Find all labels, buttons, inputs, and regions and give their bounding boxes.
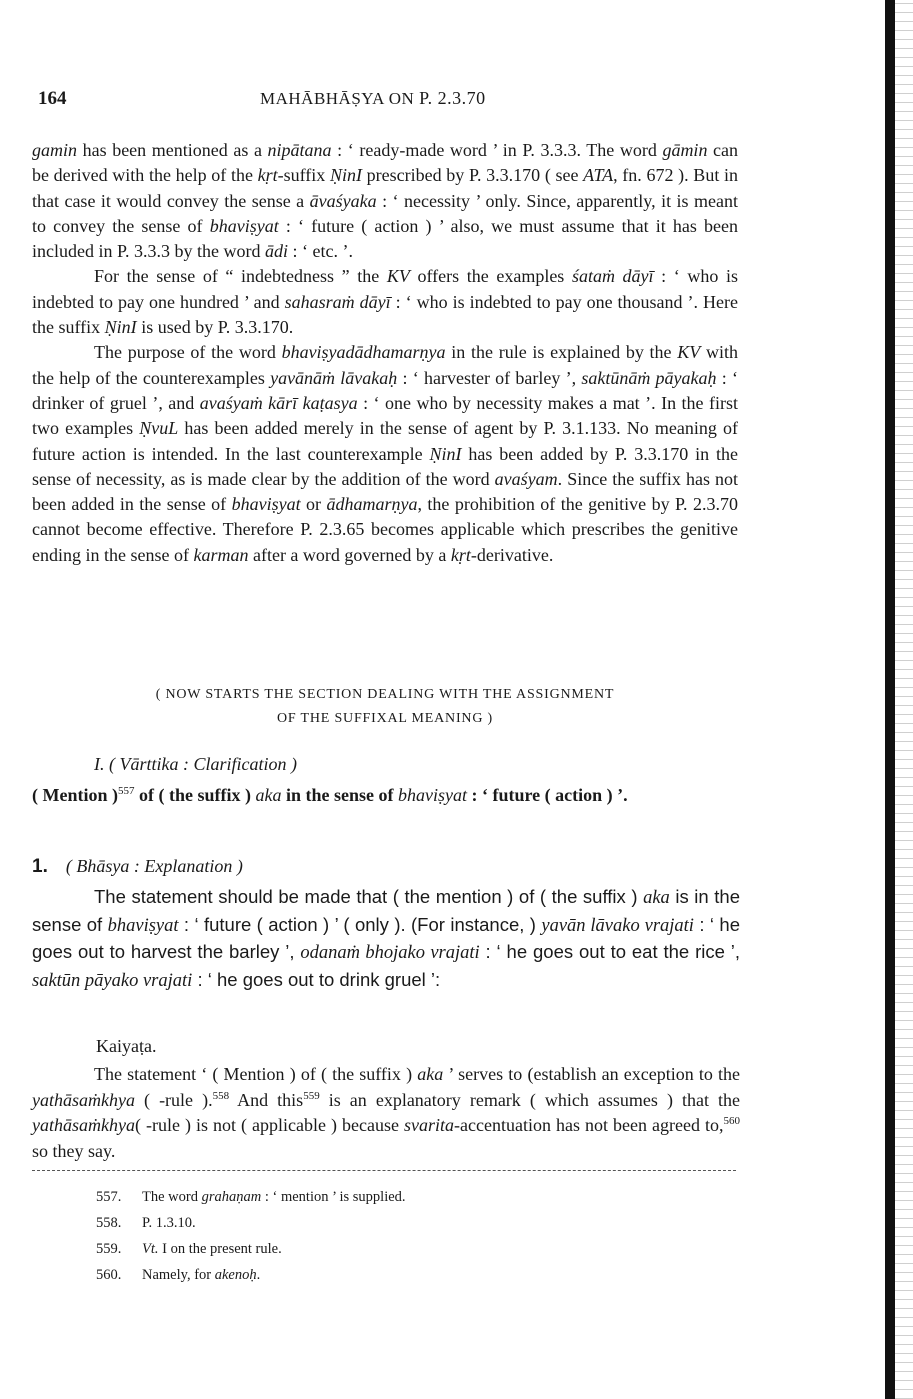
text: so they say.	[32, 1140, 116, 1161]
term: svarita	[404, 1115, 455, 1135]
binding-edge	[885, 0, 895, 1399]
term: ṆvuL	[139, 418, 179, 439]
text: : ‘ future ( action ) ’ ( only ). (For instance, )	[178, 913, 542, 935]
term: ṆinI	[429, 443, 462, 464]
text: , the prohibition of the genitive by P. 2.3.70 cannot become effective. Therefore P. 2.3.65 becomes applicable which prescribes the genitive ending in the sense of	[32, 494, 738, 565]
text: P. 1.3.10.	[142, 1215, 196, 1231]
term: bhaviṣyat	[231, 494, 301, 515]
text: has been added merely in the sense of agent by P. 3.1.133. No meaning of future action is intended. In the last counterexample	[32, 418, 738, 464]
term: bhaviṣyat	[397, 785, 467, 805]
text: : ‘ who is indebted to pay one thousand ’. Here the suffix	[32, 291, 739, 338]
varttika-text	[32, 782, 738, 808]
term: akenoḥ	[214, 1267, 257, 1283]
text: is an explanatory remark ( which assumes ) that the	[319, 1089, 741, 1110]
term: ṆinI	[104, 317, 137, 338]
term: aka	[255, 785, 282, 805]
section-heading-line-2: OF THE SUFFIXAL MEANING )	[276, 711, 493, 726]
term: gāmin	[662, 140, 708, 160]
term: bhaviṣyat	[209, 215, 279, 236]
text: or	[300, 494, 327, 515]
text: : ‘ one who by necessity makes a mat ’. In the first two examples	[32, 392, 738, 439]
bhasya-number: 1.	[32, 856, 48, 877]
text: : ‘ ready-made word ’ in P. 3.3.3. The word	[331, 140, 663, 160]
term: ādhamarṇya	[326, 494, 418, 515]
text: I on the present rule.	[158, 1241, 282, 1257]
text: The statement should be made that ( the mention ) of ( the suffix )	[94, 886, 644, 907]
text: : ‘ harvester of barley ’,	[397, 367, 582, 388]
text: : ‘ drinker of gruel ’, and	[32, 367, 739, 413]
text: : ‘ future ( action ) ’ also, we must assume that it has been included in P. 3.3.3 by the word	[32, 215, 738, 262]
bhasya-heading	[32, 856, 243, 878]
text: ( -rule ) is not ( applicable ) because	[134, 1115, 405, 1135]
term: saktūn pāyako vrajati	[32, 970, 193, 991]
paragraph-1	[32, 138, 738, 264]
text: .	[256, 1267, 261, 1283]
running-head	[260, 88, 486, 109]
paragraph-2	[32, 264, 738, 340]
footnote-number: 557.	[96, 1189, 122, 1205]
text: : ‘ he goes out to eat the rice ’,	[479, 941, 740, 962]
text: , fn. 672 ). But in that case it would convey the sense a	[32, 165, 738, 211]
text: ( -rule ).	[134, 1089, 213, 1110]
term: KV	[386, 266, 410, 287]
term: avaśyam	[494, 468, 558, 489]
text: in the rule is explained by the	[445, 342, 678, 363]
bhasya-paragraph	[32, 884, 740, 994]
edge-speckle	[895, 0, 913, 1399]
text: offers the examples	[409, 266, 572, 287]
main-text	[32, 138, 738, 568]
term: saktūnāṁ pāyakaḥ	[581, 367, 717, 388]
text: ’ serves to (establish an exception to the	[443, 1064, 740, 1084]
term: nipātana	[267, 140, 332, 160]
text: -derivative.	[470, 544, 554, 565]
text: -suffix	[277, 165, 330, 186]
term: odanaṁ bhojako vrajati	[300, 943, 480, 963]
page-header	[32, 88, 772, 114]
text: after a word governed by a	[248, 544, 451, 565]
text: The purpose of the word	[94, 342, 282, 363]
footnote-559	[96, 1236, 406, 1262]
term: Vt.	[142, 1241, 159, 1257]
term: śataṁ dāyī	[571, 266, 654, 287]
term: aka	[417, 1064, 444, 1084]
text: in the sense of	[281, 785, 398, 805]
text: For the sense of “ indebtedness ” the	[94, 266, 387, 287]
term: kṛt	[450, 544, 471, 565]
term: yathāsaṁkhya	[32, 1089, 135, 1110]
text: The statement ‘ ( Mention ) of ( the suffix )	[94, 1064, 418, 1084]
footnote-ref: 560	[723, 1115, 740, 1127]
term: yavānāṁ lāvakaḥ	[270, 367, 398, 388]
term: grahaṇam	[201, 1189, 262, 1205]
text: : ‘ etc. ’.	[288, 241, 353, 262]
page-number: 164	[38, 88, 67, 109]
text: : ‘ necessity ’ only. Since, apparently, it is meant to convey the sense of	[32, 190, 738, 236]
footnote-ref: 559	[303, 1089, 320, 1102]
footnote-divider	[32, 1170, 736, 1171]
varttika-heading: I. ( Vārttika : Clarification )	[94, 754, 297, 774]
running-head-title: MAHĀBHĀṢYA ON	[260, 89, 415, 108]
term: ādi	[264, 241, 288, 262]
text: : ‘ he goes out to harvest the barley ’,	[32, 913, 740, 962]
bhasya-text	[32, 884, 740, 994]
footnote-number: 559.	[96, 1241, 122, 1257]
footnote-ref: 557	[117, 785, 135, 797]
term: aka	[643, 888, 670, 908]
text: is in the sense of	[32, 886, 740, 935]
term: yathāsaṁkhya	[32, 1115, 135, 1135]
footnote-number: 560.	[96, 1267, 122, 1283]
text: . Since the suffix has not been added in the sense of	[32, 468, 738, 515]
footnote-557	[96, 1184, 406, 1210]
term: avaśyaṁ kārī kaṭasya	[199, 392, 358, 413]
text: with the help of the counterexamples	[32, 342, 738, 388]
term: KV	[677, 342, 701, 363]
text: ( Mention )	[32, 785, 118, 805]
term: āvaśyaka	[309, 190, 377, 211]
text: of ( the suffix )	[134, 785, 256, 805]
term: ATA	[583, 165, 614, 186]
section-heading-line-1: ( NOW STARTS THE SECTION DEALING WITH THE ASSIGNMENT	[155, 687, 615, 702]
text: -accentuation has not been agreed to,	[454, 1115, 724, 1135]
text: Namely, for	[142, 1267, 215, 1283]
section-heading	[32, 683, 738, 731]
bhasya-title: ( Bhāsya : Explanation )	[65, 856, 243, 876]
text: The word	[142, 1189, 202, 1205]
term: gamin	[32, 140, 77, 160]
kaiyata-paragraph	[32, 1062, 740, 1164]
footnote-558	[96, 1210, 406, 1236]
footnote-ref: 558	[212, 1089, 230, 1102]
text: : ‘ who is indebted to pay one hundred ’ and	[32, 266, 738, 312]
text: : ‘ mention ’ is supplied.	[261, 1189, 406, 1205]
kaiyata-text	[32, 1062, 740, 1164]
term: kṛt	[257, 165, 278, 186]
text: is used by P. 3.3.170.	[136, 317, 294, 338]
term: sahasraṁ dāyī	[284, 291, 391, 312]
term: karman	[193, 544, 249, 565]
term: bhaviṣyat	[107, 915, 179, 936]
text: And this	[229, 1089, 304, 1110]
text: can be derived with the help of the	[32, 140, 739, 186]
page-edge-shadow	[873, 0, 913, 1399]
term: ṆinI	[329, 165, 362, 186]
footnote-number: 558.	[96, 1215, 122, 1231]
term: bhaviṣyadādhamarṇya	[281, 342, 446, 363]
footnotes	[96, 1184, 406, 1288]
paragraph-3	[32, 340, 738, 568]
kaiyata-title: Kaiyaṭa.	[96, 1036, 157, 1056]
running-head-rule: P. 2.3.70	[419, 88, 486, 108]
text: prescribed by P. 3.3.170 ( see	[361, 165, 584, 186]
text: has been mentioned as a	[77, 140, 268, 160]
footnote-560	[96, 1262, 406, 1288]
text: has been added by P. 3.3.170 in the sense of necessity, as is made clear by the addition of the word	[32, 443, 738, 489]
term: yavān lāvako vrajati	[541, 915, 694, 936]
text: : ‘ he goes out to drink gruel ’:	[192, 968, 441, 990]
text: : ‘ future ( action ) ’.	[466, 785, 628, 805]
